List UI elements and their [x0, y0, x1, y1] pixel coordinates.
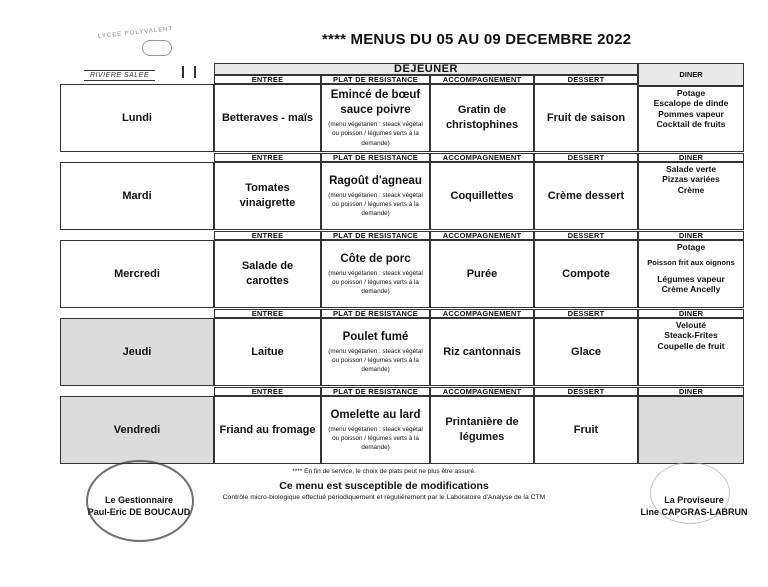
- modification-note: Ce menu est susceptible de modifications: [279, 480, 489, 492]
- col-header-dessert: DESSERT: [534, 75, 638, 84]
- dessert-cell: Crème dessert: [534, 162, 638, 230]
- signature-right: [634, 494, 754, 518]
- col-header-plat: PLAT DE RESISTANCE: [321, 153, 430, 162]
- col-header-accompagnement: ACCOMPAGNEMENT: [430, 309, 534, 318]
- entree-cell: Salade de carottes: [214, 240, 321, 308]
- page-title: **** MENUS DU 05 AU 09 DECEMBRE 2022: [322, 31, 632, 48]
- plat-cell: [321, 84, 430, 152]
- logo-emblem: [142, 40, 172, 56]
- diner-cell: [638, 396, 744, 464]
- day-name: Jeudi: [60, 318, 214, 386]
- signature-right-name: Line CAPGRAS-LABRUN: [640, 507, 748, 518]
- diner-cell: [638, 162, 744, 230]
- col-header-plat: PLAT DE RESISTANCE: [321, 309, 430, 318]
- vegetarian-note: (menu végétarien : steack végétal ou poisson / légumes verts à la demande): [328, 347, 423, 374]
- entree-cell: Betteraves - maïs: [214, 84, 321, 152]
- day-name: Mercredi: [60, 240, 214, 308]
- day-name: Lundi: [60, 84, 214, 152]
- accompagnement-cell: Purée: [430, 240, 534, 308]
- diner-header-top: DINER: [638, 63, 744, 86]
- signature-left-title: Le Gestionnaire: [104, 495, 174, 505]
- diner-item: Pommes vapeur: [658, 108, 724, 119]
- col-header-entree: ENTREE: [214, 231, 321, 240]
- col-header-diner: DINER: [638, 387, 744, 396]
- col-header-diner: DINER: [638, 309, 744, 318]
- accompagnement-cell: Riz cantonnais: [430, 318, 534, 386]
- diner-item: Coupelle de fruit: [657, 340, 725, 351]
- col-header-plat: PLAT DE RESISTANCE: [321, 75, 430, 84]
- accompagnement-cell: Coquillettes: [430, 162, 534, 230]
- entree-cell: Tomates vinaigrette: [214, 162, 321, 230]
- col-header-dessert: DESSERT: [534, 231, 638, 240]
- vegetarian-note: (menu végétarien : steack végétal ou poisson / légumes verts à la demande): [328, 269, 423, 296]
- plat-name: Emincé de bœuf sauce poivre: [330, 89, 421, 117]
- diner-item: Cocktail de fruits: [656, 119, 726, 130]
- entree-cell: Laitue: [214, 318, 321, 386]
- plat-name: Ragoût d'agneau: [329, 174, 422, 187]
- plat-cell: [321, 240, 430, 308]
- diner-item: Poisson frit aux oignons: [647, 258, 735, 268]
- logo-top-text: LYCEE POLYVALENT: [97, 26, 174, 40]
- entree-cell: Friand au fromage: [214, 396, 321, 464]
- dessert-cell: Compote: [534, 240, 638, 308]
- control-note: Contrôle micro-biologique effectué périodiquement et régulièrement par le Laboratoire d'Analyse de la CTM: [222, 494, 546, 501]
- col-header-accompagnement: ACCOMPAGNEMENT: [430, 153, 534, 162]
- dessert-cell: Fruit de saison: [534, 84, 638, 152]
- diner-item: Crème: [677, 184, 705, 195]
- diner-cell: [638, 86, 744, 152]
- plat-name: Côte de porc: [340, 252, 411, 265]
- col-header-entree: ENTREE: [214, 387, 321, 396]
- col-header-plat: PLAT DE RESISTANCE: [321, 231, 430, 240]
- col-header-accompagnement: ACCOMPAGNEMENT: [430, 387, 534, 396]
- diner-item: Légumes vapeur: [657, 273, 725, 284]
- col-header-diner: DINER: [638, 231, 744, 240]
- col-header-dessert: DESSERT: [534, 387, 638, 396]
- diner-item: Salade verte: [665, 164, 717, 174]
- diner-item: Pizzas variées: [662, 174, 720, 185]
- accompagnement-cell: Printanière de légumes: [430, 396, 534, 464]
- col-header-entree: ENTREE: [214, 309, 321, 318]
- day-name: Vendredi: [60, 396, 214, 464]
- diner-cell: [638, 318, 744, 386]
- dessert-cell: Glace: [534, 318, 638, 386]
- diner-item: Velouté: [675, 320, 707, 330]
- diner-item: Potage: [676, 88, 706, 98]
- dessert-cell: Fruit: [534, 396, 638, 464]
- logo-school-name: RIVIERE SALEE: [84, 70, 155, 81]
- diner-item: Crème Ancelly: [661, 283, 721, 294]
- signature-left: [80, 494, 198, 518]
- accompagnement-cell: Gratin de christophines: [430, 84, 534, 152]
- plat-name: Omelette au lard: [330, 408, 421, 421]
- menu-table: [60, 63, 744, 465]
- plat-cell: [321, 162, 430, 230]
- vegetarian-note: (menu végétarien : steack végétal ou poisson / légumes verts à la demande): [328, 425, 423, 452]
- service-note: **** En fin de service, le choix de plats peut ne plus être assuré.: [292, 468, 476, 475]
- col-header-accompagnement: ACCOMPAGNEMENT: [430, 231, 534, 240]
- vegetarian-note: (menu végétarien : steack végétal ou poisson / légumes verts à la demande): [328, 191, 423, 218]
- diner-item: Potage: [676, 242, 706, 252]
- signature-right-title: La Proviseure: [664, 495, 724, 505]
- col-header-diner: DINER: [638, 153, 744, 162]
- plat-name: Poulet fumé: [342, 330, 409, 343]
- signature-left-name: Paul-Eric DE BOUCAUD: [87, 507, 191, 518]
- col-header-dessert: DESSERT: [534, 153, 638, 162]
- col-header-accompagnement: ACCOMPAGNEMENT: [430, 75, 534, 84]
- col-header-entree: ENTREE: [214, 153, 321, 162]
- diner-item: Steack-Frites: [664, 330, 718, 341]
- col-header-dessert: DESSERT: [534, 309, 638, 318]
- diner-cell: [638, 240, 744, 308]
- col-header-entree: ENTREE: [214, 75, 321, 84]
- diner-item: Escalope de dinde: [653, 98, 729, 109]
- plat-cell: [321, 396, 430, 464]
- lunch-header: DEJEUNER: [214, 63, 638, 75]
- col-header-plat: PLAT DE RESISTANCE: [321, 387, 430, 396]
- day-name: Mardi: [60, 162, 214, 230]
- plat-cell: [321, 318, 430, 386]
- vegetarian-note: (menu végétarien : steack végétal ou poisson / légumes verts à la demande): [328, 121, 423, 147]
